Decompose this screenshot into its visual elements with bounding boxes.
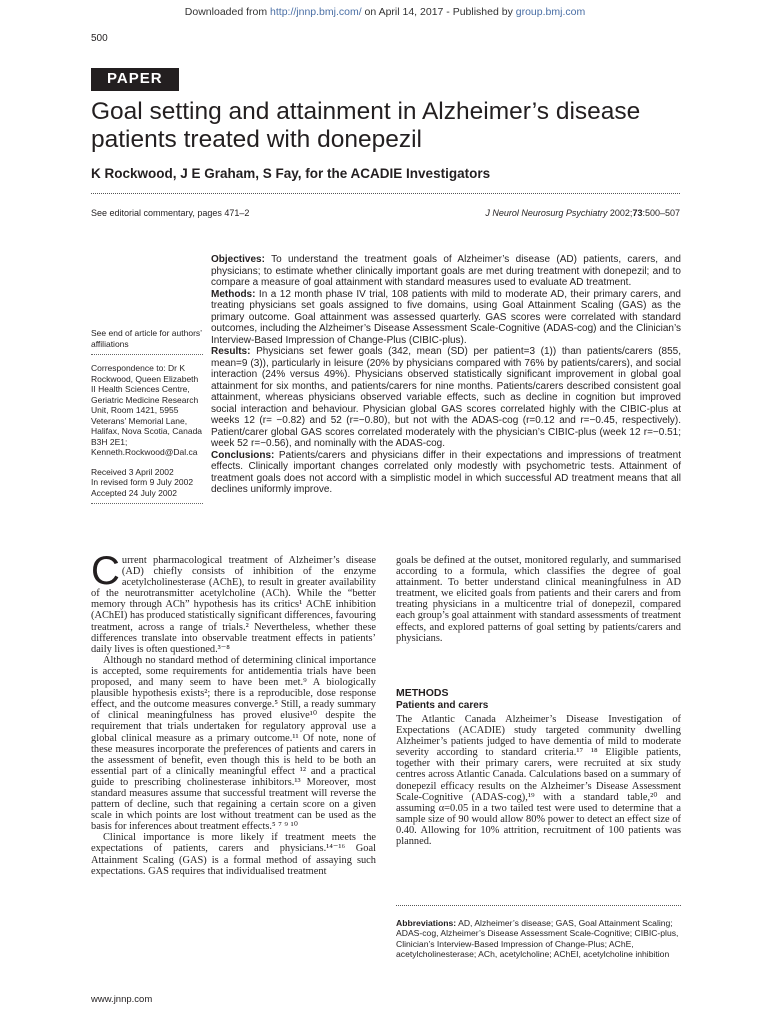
results-text: Physicians set fewer goals (342, mean (SD) per patient=3 (1)) than patients/carers (855, mean=9 (3)), particularly in leisure (20% by physicians compared with 76% by patients/carers), and social interaction (24% versus 49%). Physicians observed statistically significant improvement in global goal attainment for six months, and patients/carers for nine months. Patients/carers described consistent goal attainment, whereas physicians observed variable effects, such as decline in cognition but improved social interaction and behaviour. Physician global GAS scores correlated highly with the CIBIC-plus at weeks 12 (r= −0.82) and 52 (r=−0.80), but not with the ADAS-cog (r=0.12 and r=−0.45, respectively). Patient/carer global GAS scores correlated moderately with the physician’s CIBIC-plus (week 12 r=−0.51; week 52 r=−0.56), and nominally with the ADAS-cog. <box>211 346 681 449</box>
abstract-objectives <box>211 254 681 289</box>
citation <box>485 208 680 218</box>
banner-publisher-link[interactable]: group.bmj.com <box>515 6 586 18</box>
header-divider <box>91 193 680 194</box>
received-date: Received 3 April 2002 <box>91 466 174 477</box>
revised-date: In revised form 9 July 2002 <box>91 477 194 487</box>
sidebar-divider-bottom <box>91 503 203 504</box>
results-label: Results: <box>211 346 251 357</box>
article-authors: K Rockwood, J E Graham, S Fay, for the ACADIE Investigators <box>91 166 491 181</box>
banner-url-link[interactable]: http://jnnp.bmj.com/ <box>270 6 362 18</box>
correspondence: Correspondence to: Dr K Rockwood, Queen Elizabeth II Health Sciences Centre, Geriatric Medicine Research Unit, Room 1421, 5955 Veterans’ Memorial Lane, Halifax, Nova Scotia, Canada B3H 2E1; Kenneth.Rockwood@Dal.ca <box>91 363 203 457</box>
editorial-note: See editorial commentary, pages 471–2 <box>91 208 250 218</box>
methods-subheading: Patients and carers <box>396 700 489 711</box>
sidebar-divider <box>91 354 203 355</box>
abstract-methods <box>211 289 681 347</box>
page-number: 500 <box>91 33 108 44</box>
abstract <box>211 254 681 496</box>
footer-url[interactable]: www.jnnp.com <box>91 994 153 1005</box>
methods-heading: METHODS <box>396 687 449 699</box>
affiliations-note[interactable]: See end of article for authors’ affiliations <box>91 328 202 349</box>
journal-name: J Neurol Neurosurg Psychiatry <box>485 208 608 218</box>
methods-paragraph: The Atlantic Canada Alzheimer’s Disease Investigation of Expectations (ACADIE) study targeted community dwelling Alzheimer’s patients judged to have dementia of mild to moderate severity according to standard criteria.¹⁷ ¹⁸ Eligible patients, together with their primary carers, were recruited at six study centres across Atlantic Canada. Calculations based on a summary of donepezil efficacy results on the Alzheimer’s Disease Assessment Scale-Cognitive (ADAS-cog),¹⁹ with a standard table,²⁰ and assuming α=0.05 in a two tailed test were used to determine that a sample size of 90 would allow 80% power to detect an effect size of 0.40. Allowing for 10% attrition, recruitment of 100 patients was planned. <box>396 714 681 848</box>
citation-pages: :500–507 <box>642 208 680 218</box>
section-tag: PAPER <box>91 68 179 91</box>
objectives-label: Objectives: <box>211 254 265 265</box>
banner-middle: on April 14, 2017 - Published by <box>361 6 516 18</box>
body-column-right <box>396 555 681 644</box>
objectives-text: To understand the treatment goals of Alzheimer’s disease (AD) patients, carers, and physicians; to estimate whether clinically important goals are met during treatment with donepezil; and to compare a measure of goal attainment with standard measures used to evaluate AD treatment. <box>211 254 681 288</box>
intro-paragraph-2: Although no standard method of determining clinical importance is accepted, some requirements for antidementia trials have been proposed, and many seem to have been met.⁹ A biologically plausible hypothesis exists²; there is a reproducible, dose response effect, and the outcome measures converge.⁵ Still, a ready summary of clinical meaningfulness has proved elusive¹⁰ despite the requirement that trials undertaken for regulatory approval use a global clinical measure as a primary outcome.¹¹ Of note, none of these measures incorporate the preferences of patients and carers in the assessment of benefit, even though this is held to be both an essential part of a clinically meaningful effect ¹² and a practical guide to prescribing cholinesterase inhibitors.¹³ Moreover, most standard measures assume that successful treatment will reverse the pattern of decline, such that regaining a certain score on a given scale in which points are lost without treatment can be used as the basis for inferences about treatment effects.⁵ ⁷ ⁹ ¹⁰ <box>91 654 376 833</box>
body-column-left <box>91 549 376 877</box>
methods-label: Methods: <box>211 288 256 300</box>
citation-volume: 73 <box>632 208 643 218</box>
article-sidebar <box>91 328 203 512</box>
article-title: Goal setting and attainment in Alzheimer’s disease patients treated with donepezil <box>91 98 641 153</box>
intro-paragraph-continued: goals be defined at the outset, monitored regularly, and summarised according to a formula, which classifies the degree of goal attainment. To better understand clinical meaningfulness in AD treatment, we elicited goals from patients and their carers and from treating physicians in a multicentre trial of donepezil, compared each group’s goal attainment with standard assessments of treatment effects, and explored patterns of goal setting by patients/carers and physicians. <box>396 555 681 644</box>
abstract-results <box>211 346 681 450</box>
intro-paragraph-1-text: urrent pharmacological treatment of Alzheimer’s disease (AD) chiefly consists of inhibition of the enzyme acetylcholinesterase (AChE), to result in greater availability of the neurotransmitter acetylcholine (ACh). While the “better memory through ACh” hypothesis has its critics¹ AChE inhibition (AChEI) has produced statistically significant differences, favouring treatment, across a range of trials.² Nevertheless, whether these differences translate into observable treatment effects in patients’ daily lives is often questioned.³⁻⁸ <box>91 555 376 655</box>
methods-text: In a 12 month phase IV trial, 108 patients with mild to moderate AD, their primary carers, and treating physicians set goals assigned to five domains, using Goal Attainment Scaling (GAS) as the primary outcome. Goal attainment was assessed quarterly. GAS scores were correlated with standard outcomes, including the Alzheimer’s Disease Assessment Scale-Cognitive (ADAS-cog) and the Clinician’s Interview-Based Impression of Change-Plus (CIBIC-plus). <box>211 288 681 346</box>
methods-text-block <box>396 714 681 847</box>
conclusions-label: Conclusions: <box>211 449 275 461</box>
download-banner <box>0 6 770 18</box>
accepted-date: Accepted 24 July 2002 <box>91 487 178 498</box>
intro-paragraph-3: Clinical importance is more likely if treatment meets the expectations of patients, carers and physicians.¹⁴⁻¹⁶ Goal Attainment Scaling (GAS) is a formal method of assaying such expectations. GAS requires that individualised treatment <box>91 832 376 877</box>
abbreviations-text: AD, Alzheimer’s disease; GAS, Goal Attainment Scaling; ADAS-cog, Alzheimer’s Disease Assessment Scale-Cognitive; CIBIC-plus, Clinician’s Interview-Based Impression of Change-Plus; AChE, acetylcholinesterase; ACh, acetylcholine; AChEI, acetylcholine inhibition <box>396 918 679 960</box>
abbreviations-divider <box>396 905 681 906</box>
drop-cap: C <box>91 549 120 593</box>
intro-paragraph-1 <box>91 549 376 655</box>
abbreviations-label: Abbreviations: <box>396 918 457 928</box>
banner-prefix: Downloaded from <box>184 6 271 18</box>
citation-year: 2002; <box>607 208 633 218</box>
abstract-conclusions <box>211 450 681 496</box>
conclusions-text: Patients/carers and physicians differ in their expectations and impressions of treatment effects. Clinically important changes correlated only modestly with psychometric tests. Attainment of treatment goals does not accord with a simplistic model in which successful AD treatment means that all declines uniformly improve. <box>211 449 681 495</box>
abbreviations-box <box>396 918 681 960</box>
